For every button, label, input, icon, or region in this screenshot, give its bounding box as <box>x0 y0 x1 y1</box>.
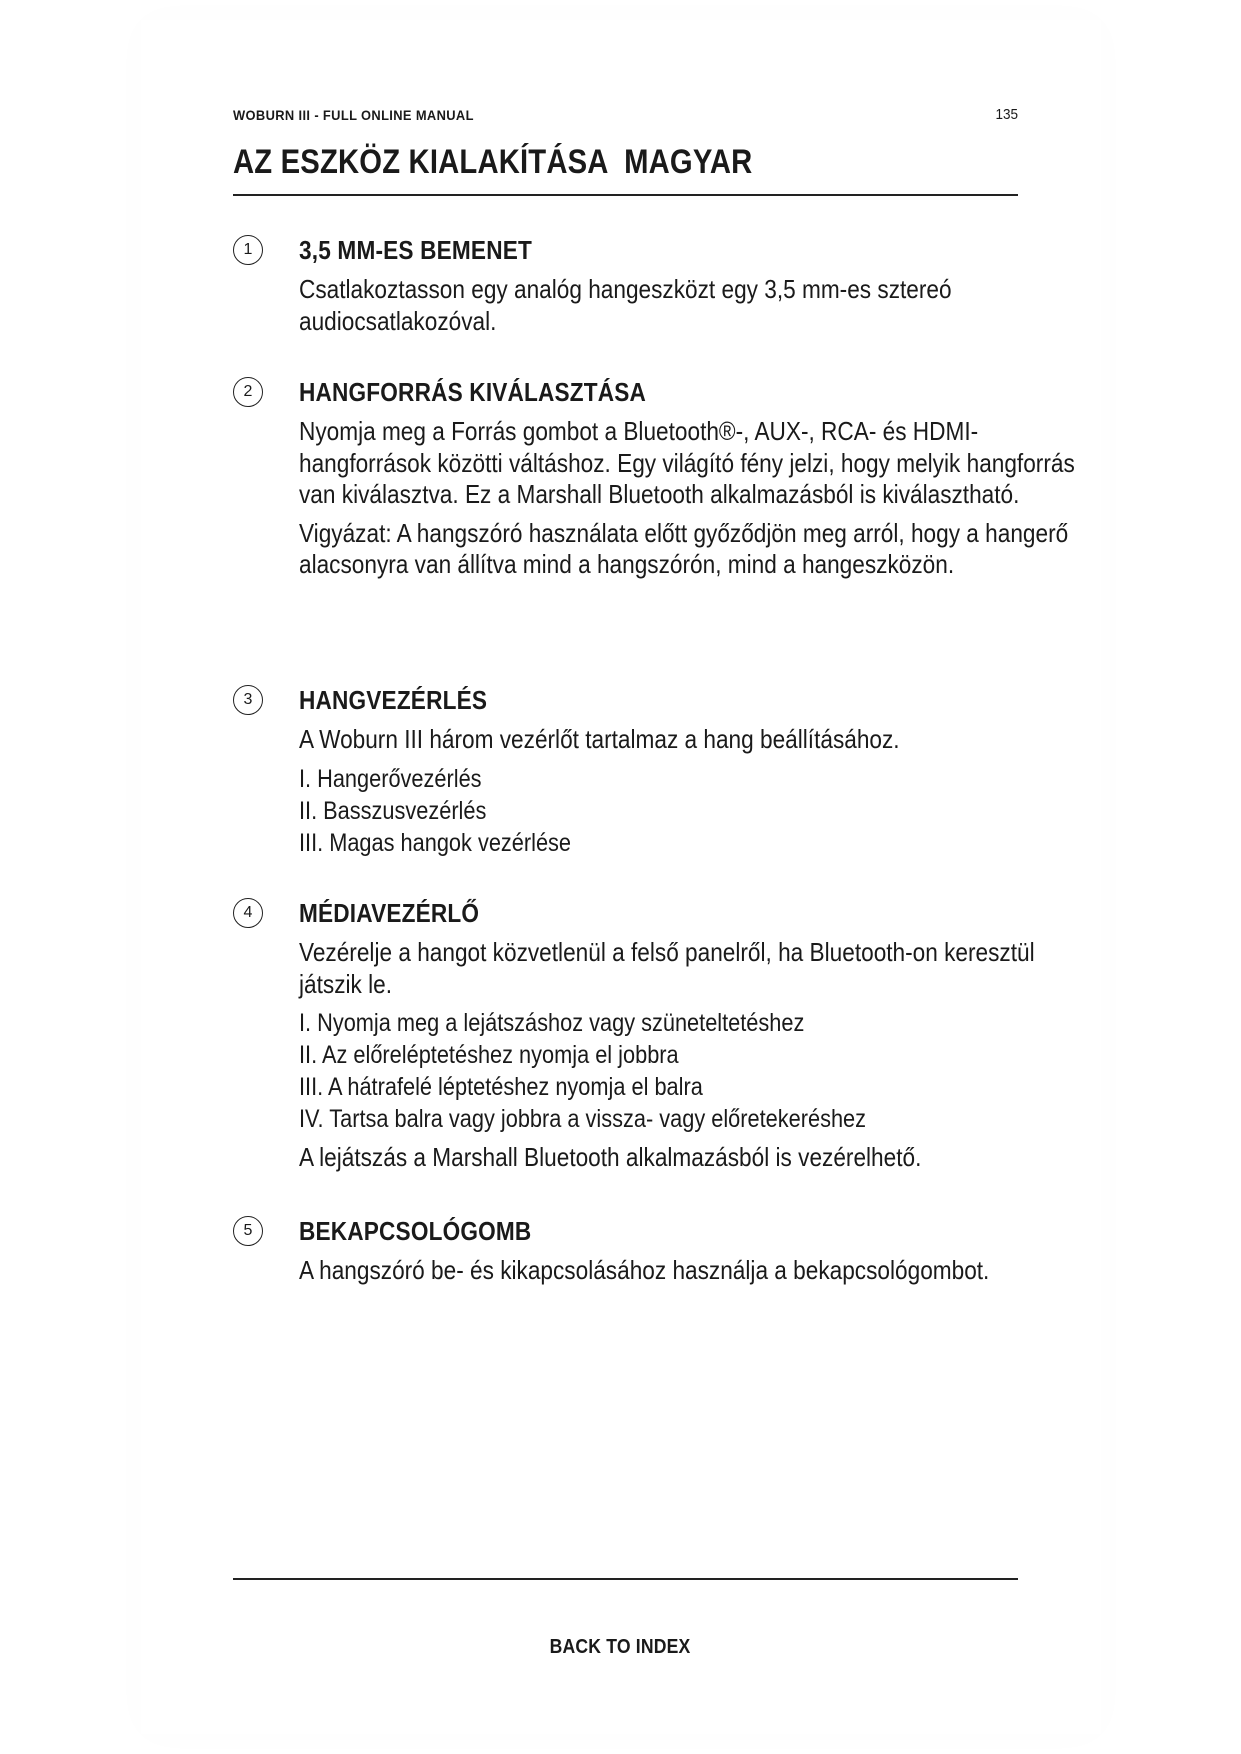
control-list <box>299 763 1082 859</box>
footer <box>0 1636 1241 1659</box>
section-note: A lejátszás a Marshall Bluetooth alkalmazásból is vezérelhető. <box>299 1142 922 1172</box>
list-item: II. Az előreléptetéshez nyomja el jobbra <box>299 1041 679 1069</box>
section-paragraph: A hangszóró be- és kikapcsolásához használja a bekapcsológombot. <box>299 1255 990 1285</box>
section-number-badge: 4 <box>233 898 263 928</box>
section-paragraph: Vezérelje a hangot közvetlenül a felső panelről, ha Bluetooth-on keresztül játszik le. <box>299 937 1035 999</box>
section-number-badge: 5 <box>233 1216 263 1246</box>
section-heading: HANGVEZÉRLÉS <box>299 685 488 715</box>
section-paragraph: A Woburn III három vezérlőt tartalmaz a hang beállításához. <box>299 724 900 754</box>
page-title: AZ ESZKÖZ KIALAKÍTÁSA MAGYAR <box>233 143 753 181</box>
list-item: I. Nyomja meg a lejátszáshoz vagy szüneteltetéshez <box>299 1009 805 1037</box>
section-number-badge: 2 <box>233 377 263 407</box>
list-item: III. Magas hangok vezérlése <box>299 828 572 857</box>
manual-title: WOBURN III - FULL ONLINE MANUAL <box>233 107 474 123</box>
section-heading: MÉDIAVEZÉRLŐ <box>299 898 480 928</box>
section-heading: BEKAPCSOLÓGOMB <box>299 1216 532 1246</box>
section-number-badge: 1 <box>233 235 263 265</box>
section-paragraph: Csatlakoztasson egy analóg hangeszközt egy 3,5 mm-es sztereó audiocsatlakozóval. <box>299 274 952 336</box>
back-to-index-link[interactable]: BACK TO INDEX <box>550 1636 691 1658</box>
media-control-list <box>299 1007 1082 1135</box>
list-item: I. Hangerővezérlés <box>299 764 482 793</box>
page-number: 135 <box>995 106 1018 123</box>
list-item: IV. Tartsa balra vagy jobbra a vissza- vagy előretekeréshez <box>299 1105 867 1133</box>
section-heading: HANGFORRÁS KIVÁLASZTÁSA <box>299 377 647 407</box>
section-heading: 3,5 MM-ES BEMENET <box>299 235 532 265</box>
footer-divider <box>233 1578 1018 1580</box>
list-item: III. A hátrafelé léptetéshez nyomja el balra <box>299 1073 703 1101</box>
title-divider <box>233 194 1018 196</box>
section-paragraph: Nyomja meg a Forrás gombot a Bluetooth®-, AUX-, RCA- és HDMI-hangforrások közötti váltáshoz. Egy világító fény jelzi, hogy melyik hangforrás van kiválasztva. Ez a Marshall Bluetooth alkalmazásból is kiválasztható. <box>299 416 1075 509</box>
list-item: II. Basszusvezérlés <box>299 796 487 825</box>
warning-paragraph: Vigyázat: A hangszóró használata előtt győződjön meg arról, hogy a hangerő alacsonyra van állítva mind a hangszórón, mind a hangeszközön. <box>299 517 1069 579</box>
section-number-badge: 3 <box>233 685 263 715</box>
